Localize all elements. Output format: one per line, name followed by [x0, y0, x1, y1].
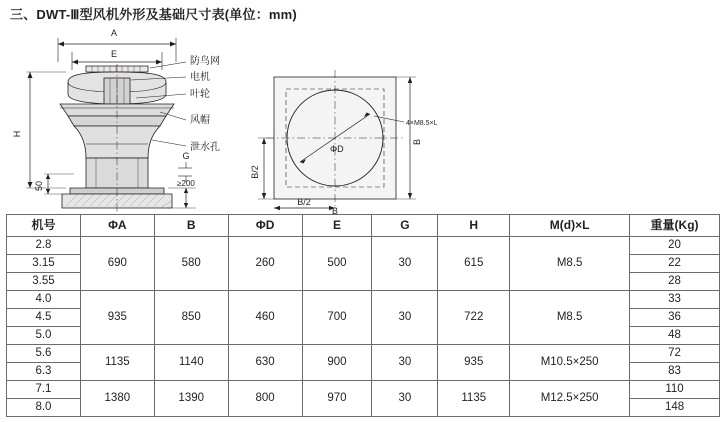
dim-200-label: ≥200	[177, 179, 195, 188]
cell-h: 615	[438, 237, 510, 291]
cell-bolt: M12.5×250	[510, 381, 630, 417]
th-bolt: M(d)×L	[510, 215, 630, 237]
cell-g: 30	[372, 381, 438, 417]
cell-weight: 72	[630, 345, 720, 363]
cell-weight: 110	[630, 381, 720, 399]
cell-bolt: M8.5	[510, 291, 630, 345]
page-title: 三、DWT-Ⅲ型风机外形及基础尺寸表(单位：mm)	[10, 7, 297, 22]
cell-bolt: M10.5×250	[510, 345, 630, 381]
dim-g-label: G	[182, 151, 190, 161]
plan-dim-bhalf-h-label: B/2	[297, 197, 311, 207]
plan-dim-bhalf-v-label: B/2	[250, 165, 260, 179]
table-header-row	[7, 215, 720, 237]
cell-b: 850	[154, 291, 228, 345]
dim-phid-label: ΦD	[330, 144, 344, 154]
label-motor: 电机	[190, 72, 210, 83]
label-drain-hole: 泄水孔	[190, 142, 220, 153]
th-g: G	[372, 215, 438, 237]
table-row	[7, 381, 720, 399]
diagram-area	[0, 22, 726, 214]
cell-h: 935	[438, 345, 510, 381]
cell-e: 900	[302, 345, 372, 381]
cell-weight: 148	[630, 399, 720, 417]
spec-table	[6, 214, 720, 417]
dim-50-label: 50	[34, 180, 44, 192]
cell-weight: 83	[630, 363, 720, 381]
cell-phi-a: 935	[80, 291, 154, 345]
cell-phi-a: 1380	[80, 381, 154, 417]
cell-phi-d: 800	[228, 381, 302, 417]
cell-model: 5.6	[7, 345, 81, 363]
cell-phi-a: 1135	[80, 345, 154, 381]
cell-g: 30	[372, 345, 438, 381]
cell-weight: 48	[630, 327, 720, 345]
cell-e: 970	[302, 381, 372, 417]
th-phi-a: ΦA	[80, 215, 154, 237]
th-b: B	[154, 215, 228, 237]
label-rain-net: 防鸟网	[190, 56, 220, 67]
cell-weight: 20	[630, 237, 720, 255]
cell-model: 4.5	[7, 309, 81, 327]
cell-weight: 22	[630, 255, 720, 273]
cell-phi-d: 260	[228, 237, 302, 291]
plan-dim-b-bottom-label: B	[331, 206, 339, 214]
bolt-note-label: 4×M8.5×L	[406, 120, 438, 127]
cell-b: 580	[154, 237, 228, 291]
cell-model: 2.8	[7, 237, 81, 255]
label-wind-cap: 风帽	[190, 115, 210, 126]
cell-phi-d: 460	[228, 291, 302, 345]
th-weight: 重量(Kg)	[630, 215, 720, 237]
dim-a-label: A	[110, 28, 118, 38]
cell-h: 1135	[438, 381, 510, 417]
cell-h: 722	[438, 291, 510, 345]
cell-b: 1140	[154, 345, 228, 381]
table-row	[7, 237, 720, 255]
cell-model: 6.3	[7, 363, 81, 381]
label-impeller: 叶轮	[190, 89, 210, 100]
cell-model: 8.0	[7, 399, 81, 417]
cell-g: 30	[372, 291, 438, 345]
dim-e-label: E	[110, 49, 118, 59]
table-row	[7, 291, 720, 309]
plan-dim-b-label: B	[412, 138, 422, 146]
th-model: 机号	[7, 215, 81, 237]
cell-model: 7.1	[7, 381, 81, 399]
cell-weight: 36	[630, 309, 720, 327]
cell-model: 3.55	[7, 273, 81, 291]
cell-model: 4.0	[7, 291, 81, 309]
cell-e: 500	[302, 237, 372, 291]
cell-phi-a: 690	[80, 237, 154, 291]
cell-bolt: M8.5	[510, 237, 630, 291]
cell-e: 700	[302, 291, 372, 345]
cell-b: 1390	[154, 381, 228, 417]
th-e: E	[302, 215, 372, 237]
cell-weight: 33	[630, 291, 720, 309]
cell-weight: 28	[630, 273, 720, 291]
cell-g: 30	[372, 237, 438, 291]
cell-model: 5.0	[7, 327, 81, 345]
cell-phi-d: 630	[228, 345, 302, 381]
dim-h-label: H	[12, 130, 22, 138]
th-phi-d: ΦD	[228, 215, 302, 237]
table-row	[7, 345, 720, 363]
th-h: H	[438, 215, 510, 237]
cell-model: 3.15	[7, 255, 81, 273]
